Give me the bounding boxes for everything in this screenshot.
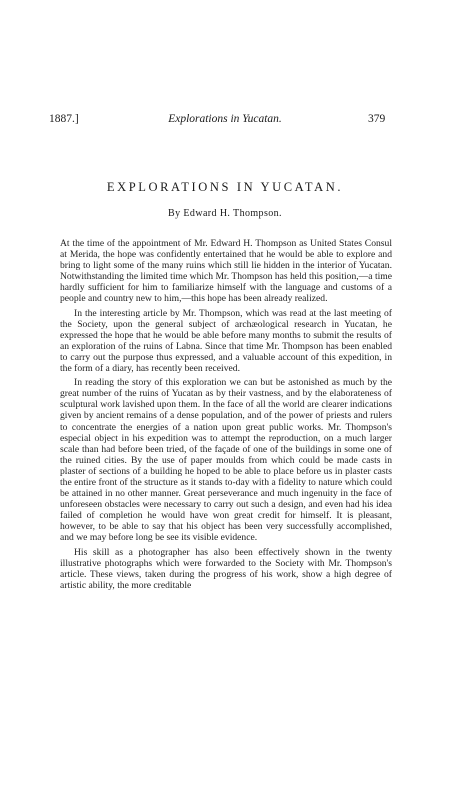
header-running-title: Explorations in Yucatan. — [168, 113, 282, 125]
paragraph: His skill as a photographer has also been effectively shown in the twenty illustrative photographs which were forwarded to the Society with Mr. Thompson's article. These views, taken during the progress of his work, show a high degree of artistic ability, the more creditable — [60, 546, 392, 591]
article-body — [60, 238, 392, 594]
running-header — [0, 113, 450, 129]
page-number: 379 — [368, 113, 386, 125]
paragraph: At the time of the appointment of Mr. Edward H. Thompson as United States Consul at Merida, the hope was confidently entertained that he would be able to explore and bring to light some of the many ruins which still lie hidden in the interior of Yucatan. Notwithstanding the limited time which Mr. Thompson has held this position,—a time hardly sufficient for him to familiarize himself with the language and customs of a people and country new to him,—this hope has been already realized. — [60, 238, 392, 305]
paragraph: In reading the story of this exploration we can but be astonished as much by the great number of the ruins of Yucatan as by their vastness, and by the elaborateness of sculptural work lavished upon them. In the face of all the world are clearer indications given by ancient remains of a dense population, and of the power of priests and rulers to concentrate the energies of a nation upon great public works. Mr. Thompson's especial object in his expedition was to attempt the reproduction, on a much larger scale than had before been tried, of the façade of one of the buildings in some one of the ruined cities. By the use of paper moulds from which could be made casts in plaster of sections of a building he hoped to be able to place before us in plaster casts the entire front of the structure as it stands to-day with a fidelity to nature which could be attained in no other manner. Great perseverance and much ingenuity in the face of unforeseen obstacles were necessary to carry out such a design, and even had his idea failed of completion he would have won great credit for himself. It is pleasant, however, to be able to say that his object has been very successfully accomplished, and we may before long be see its visible evidence. — [60, 377, 392, 544]
article-title: EXPLORATIONS IN YUCATAN. — [106, 180, 344, 194]
paragraph: In the interesting article by Mr. Thompson, which was read at the last meeting of the Society, upon the general subject of archæological research in Yucatan, he expressed the hope that he would be able before many months to submit the results of an exploration of the ruins of Labna. Since that time Mr. Thompson has been enabled to carry out the purpose thus expressed, and a valuable account of this expedition, in the form of a diary, has recently been received. — [60, 307, 392, 375]
header-year: 1887.] — [49, 113, 79, 125]
article-byline: By Edward H. Thompson. — [168, 208, 282, 219]
